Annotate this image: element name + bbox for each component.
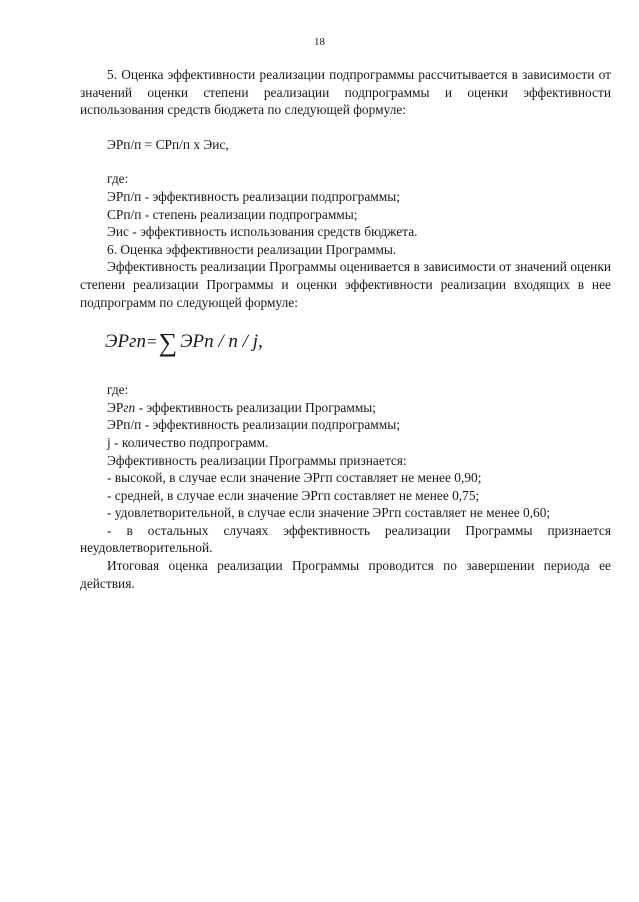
- formula-rhs: ЭРп / п / j,: [180, 331, 263, 353]
- section6-heading: 6. Оценка эффективности реализации Программы.: [107, 241, 397, 257]
- criteria-medium: - средней, в случае если значение ЭРгп составляет не менее 0,75;: [107, 487, 480, 503]
- formula-lhs: ЭРгп: [105, 331, 146, 353]
- criteria-high: - высокой, в случае если значение ЭРгп составляет не менее 0,90;: [107, 470, 482, 486]
- definition-j-symbol: j: [107, 434, 111, 450]
- section5-formula: ЭРп/п = СРп/п х Эис,: [107, 136, 229, 152]
- section5-where: где:: [107, 171, 129, 187]
- document-body: [80, 66, 611, 592]
- definition-srpp: СРп/п - степень реализации подпрограммы;: [107, 206, 358, 222]
- definition-erpp-2: [80, 416, 611, 434]
- definition-eis: Эис - эффективность использования средств бюджета.: [107, 224, 418, 240]
- definition-erpp-2-symbol: ЭРп/п: [107, 417, 142, 433]
- section5-paragraph: 5. Оценка эффективности реализации подпрограммы рассчитывается в зависимости от значений оценки степени реализации подпрограммы и оценки эффективности использования средств бюджета по следующей формуле:: [80, 67, 611, 118]
- criteria-other: - в остальных случаях эффективность реализации Программы признается неудовлетворительной.: [80, 522, 611, 556]
- criteria-satisfactory: - удовлетворительной, в случае если значение ЭРгп составляет не менее 0,60;: [107, 505, 551, 521]
- definition-ergp-symbol-italic: гп: [123, 399, 136, 415]
- definition-j-text: - количество подпрограмм.: [110, 434, 269, 450]
- criteria-intro: Эффективность реализации Программы признается:: [107, 452, 407, 468]
- sum-sign-icon: ∑: [158, 328, 178, 358]
- section6-paragraph: Эффективность реализации Программы оценивается в зависимости от значений оценки степени реализации Программы и оценки эффективности реализации входящих в нее подпрограмм по следующей формуле:: [80, 259, 611, 310]
- definition-erpp-2-text: - эффективность реализации подпрограммы;: [141, 417, 400, 433]
- section6-where: где:: [107, 382, 129, 398]
- formula-equals: =: [146, 332, 157, 352]
- definition-ergp-text: - эффективность реализации Программы;: [135, 399, 377, 415]
- definition-ergp-symbol: ЭР: [107, 399, 124, 415]
- definition-ergp: [80, 399, 611, 417]
- definition-j: [80, 434, 611, 452]
- definition-erpp: ЭРп/п - эффективность реализации подпрограммы;: [107, 188, 400, 204]
- final-assessment: Итоговая оценка реализации Программы проводится по завершении периода ее действия.: [80, 558, 611, 591]
- page-number: 18: [314, 36, 325, 48]
- program-efficiency-formula: [105, 328, 611, 358]
